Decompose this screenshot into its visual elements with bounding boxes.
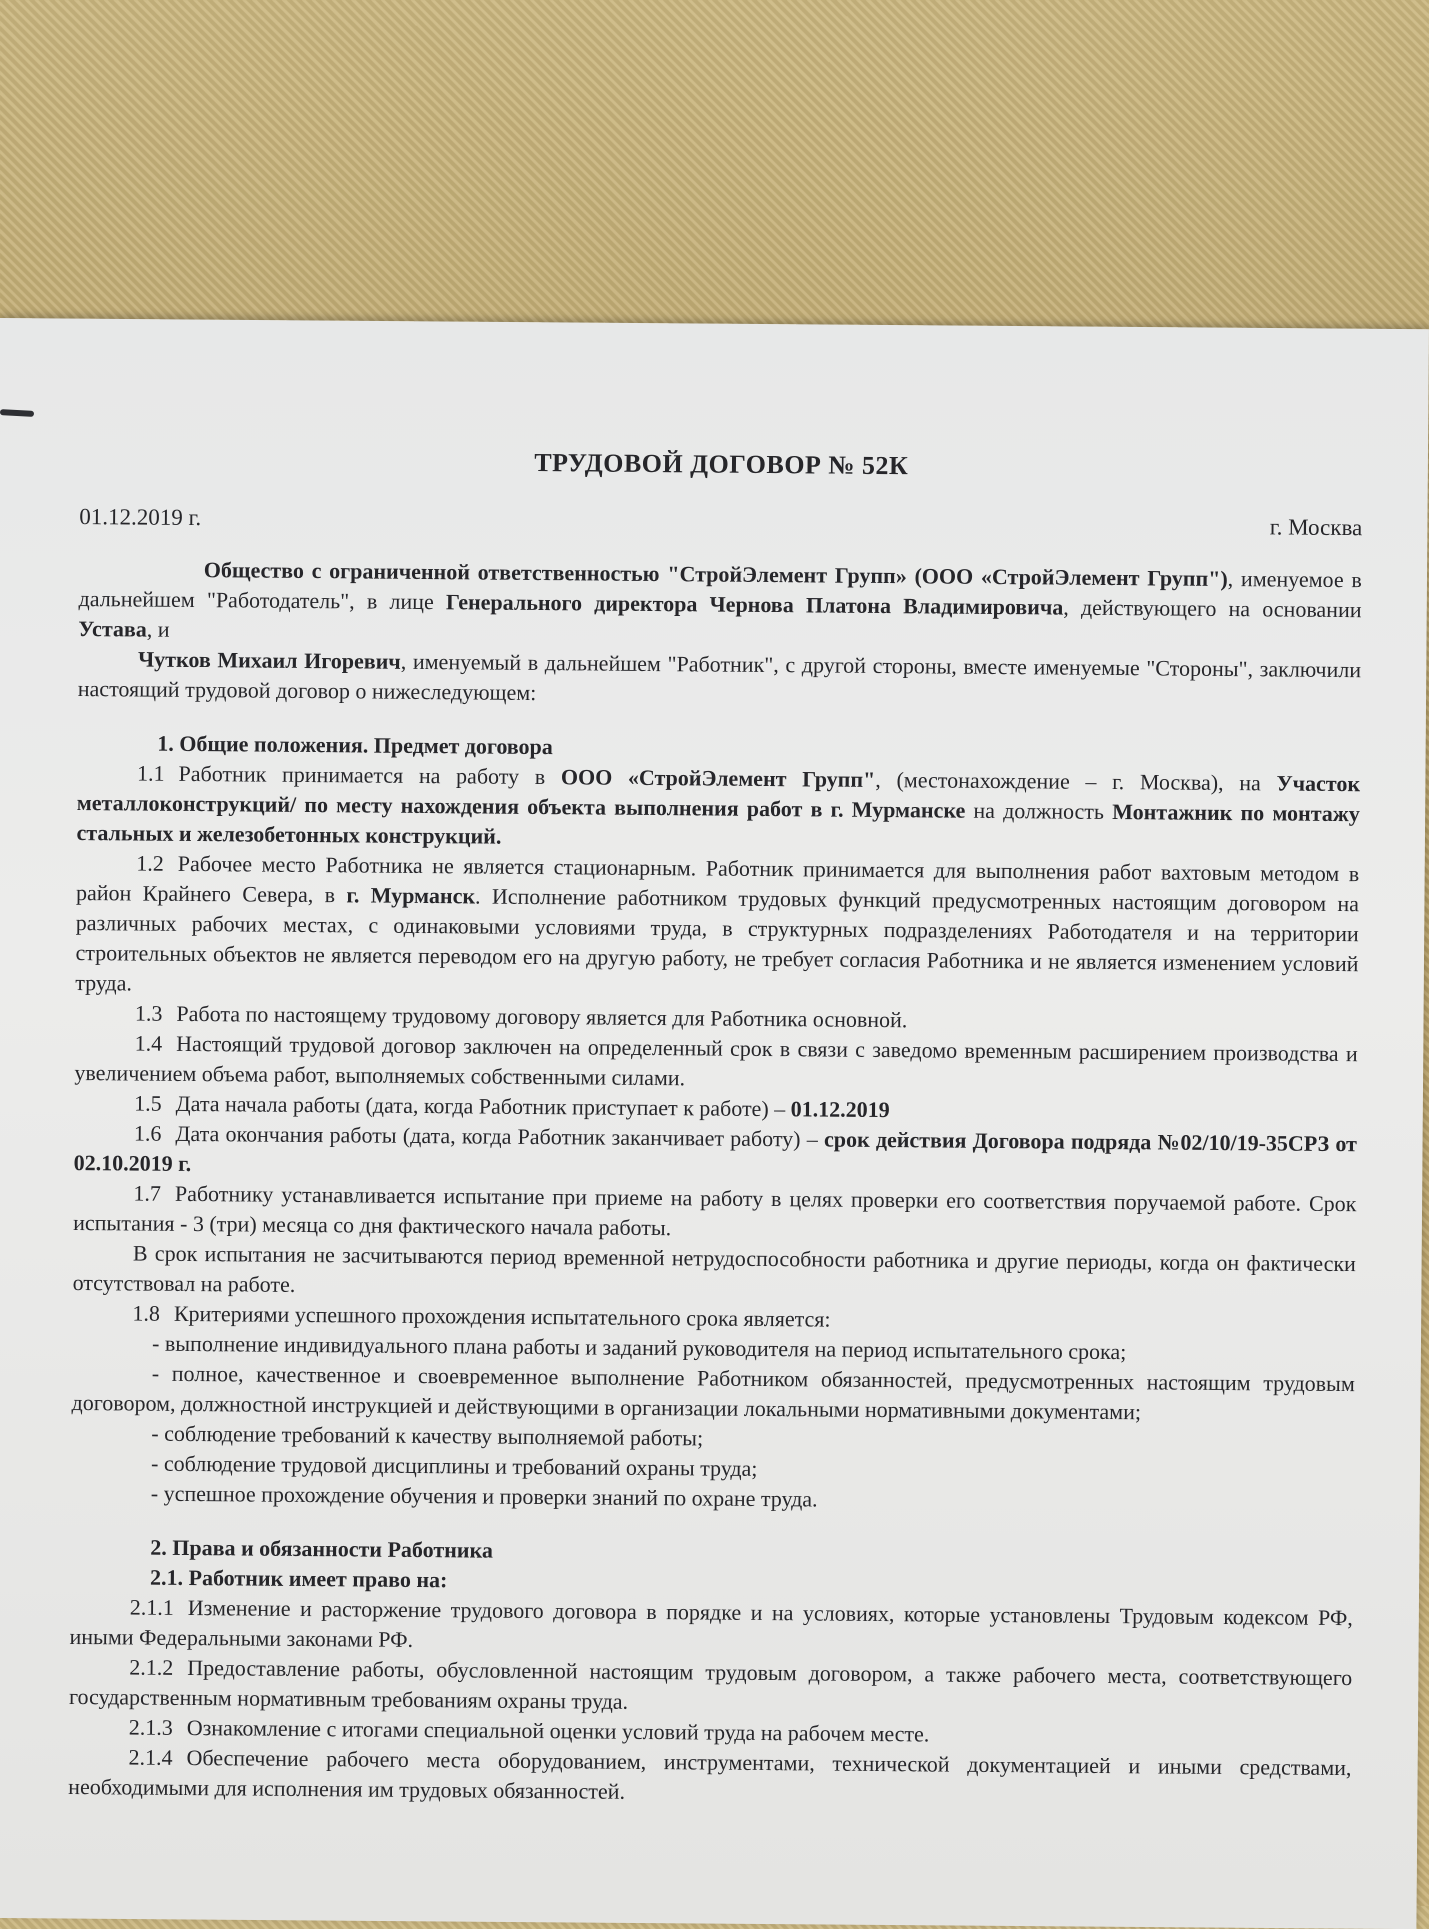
work-city: г. Мурманск [346,882,476,909]
employer-name: Общество с ограниченной ответственностью "СтройЭлемент Групп» (ООО «СтройЭлемент Групп") [203,557,1228,592]
clause-number: 1.4 [134,1030,163,1056]
clause-number: 1.7 [133,1180,162,1206]
clause-number: 1.1 [136,760,165,786]
clause-text: Настоящий трудовой договор заключен на определенный срок в связи с заведомо временным расширением производства и увеличением объема работ, выполняемых собственными силами. [74,1030,1358,1091]
clause-number: 2.1.3 [128,1714,173,1740]
clause-text: Дата начала работы (дата, когда Работник приступает к работе) – [175,1090,791,1122]
clause-1-4 [74,1028,1357,1099]
clause-2-1-4 [68,1742,1351,1813]
end-date-term: срок действия Договора подряда №02/10/19-35СРЗ от 02.10.2019 г. [73,1126,1358,1176]
start-date: 01.12.2019 [790,1096,890,1123]
clause-text: Работнику устанавливается испытание при приеме на работу в целях проверки его соответствия поручаемой работе. Срок испытания - 3 (три) месяца со дня фактического начала работы. [73,1180,1357,1241]
section-2-heading: 2. Права и обязанности Работника [150,1534,493,1563]
clause-text: Рабочее место Работника не является стационарным. Работник принимается для выполнения работ вахтовым методом в район Крайнего Севера, в [75,850,1360,908]
section-2-1-subheading: 2.1. Работник имеет право на: [149,1564,448,1593]
clause-text: Работа по настоящему трудовому договору является для Работника основной. [176,1000,908,1033]
clause-number: 2.1.2 [129,1654,174,1680]
document-title: ТРУДОВОЙ ДОГОВОР № 52К [534,447,909,481]
clause-text: , (местонахождение – г. Москва), на [875,766,1277,796]
clause-2-1-2 [69,1652,1352,1723]
work-site: Участок металлоконструкций/ по месту нахождения объекта выполнения работ в г. Мурманске [76,770,1361,823]
clause-number: 1.6 [133,1120,162,1146]
clause-text: Дата окончания работы (дата, когда Работник заканчивает работу) – [175,1120,825,1152]
section-1-heading: 1. Общие положения. Предмет договора [157,730,553,760]
criteria-item: - соблюдение трудовой дисциплины и требований охраны труда; [150,1450,758,1481]
criteria-item: - соблюдение требований к качеству выполняемой работы; [151,1420,704,1451]
clause-1-7-extra: В срок испытания не засчитываются период временной нетрудоспособности работника и другие периоды, когда он фактически отсутствовал на работе. [72,1240,1356,1297]
clause-text: Критериями успешного прохождения испытательного срока является: [173,1300,831,1332]
clause-1-6 [74,1118,1357,1189]
clause-1-2 [75,848,1359,1009]
clause-text: Обеспечение рабочего места оборудованием, инструментами, технической документацией и иными средствами, необходимыми для исполнения им трудовых обязанностей. [68,1744,1352,1804]
clause-text: Предоставление работы, обусловленной настоящим трудовым договором, а также рабочего места, соответствующего государственным нормативным требованиям охраны труда. [68,1654,1353,1714]
clause-2-1-1 [69,1592,1352,1663]
clause-text: Ознакомление с итогами специальной оценки условий труда на рабочем месте. [186,1714,930,1747]
clause-number: 1.2 [136,850,164,876]
document-header [79,502,1362,543]
contract-document [68,440,1363,1813]
criteria-item: - успешное прохождение обучения и проверки знаний по охране труда. [150,1480,818,1512]
clause-text: Изменение и расторжение трудового договора в порядке и на условиях, которые установлены Трудовым кодексом РФ, иными Федеральными законами РФ. [69,1594,1353,1652]
document-city: г. Москва [1269,514,1363,541]
director-name: Генерального директора Чернова Платона Владимировича [445,589,1064,620]
intro-text: , действующего на основании [1063,594,1362,623]
employee-name: Чутков Михаил Игоревич [137,646,401,674]
charter-ref: Устава [78,615,147,642]
intro-text: , именуемый в дальнейшем "Работник", с другой стороны, вместе именуемые "Стороны", заключили настоящий трудовой договор о нижеследующем: [77,648,1362,705]
job-position: Монтажник по монтажу стальных и железобетонных конструкций. [76,799,1360,849]
clause-text: на должность [965,797,1113,825]
clause-1-1 [76,758,1360,859]
clause-number: 1.5 [134,1090,162,1116]
clause-1-7 [73,1178,1356,1249]
intro-text: , именуемое в дальнейшем "Работодатель", в лице [78,566,1362,615]
document-date: 01.12.2019 г. [79,503,202,531]
criteria-item: - полное, качественное и своевременное выполнение Работником обязанностей, предусмотренных настоящим трудовым договором, должностной инструкцией и действующими в организации локальными нормативными документами; [71,1360,1355,1425]
clause-number: 2.1.1 [129,1594,174,1620]
intro-text: , и [146,616,170,642]
clause-number: 2.1.4 [128,1744,173,1770]
company-name: ООО «СтройЭлемент Групп" [560,764,876,792]
intro-paragraph-employee [78,644,1361,715]
criteria-item: - выполнение индивидуального плана работы и заданий руководителя на период испытательного срока; [152,1330,1127,1365]
intro-paragraph-employer [78,554,1362,655]
clause-number: 1.3 [134,1000,163,1026]
clause-text: . Исполнение работником трудовых функций предусмотренных настоящим договором на различных рабочих местах, с одинаковыми условиями труда, в структурных подразделениях Работодателя и на территории строительных объектов не является переводом его на другую работу, не требует согласия Работника и не является изменением условий труда. [75,883,1360,996]
clause-number: 1.8 [132,1300,160,1326]
clause-text: Работник принимается на работу в [178,760,562,790]
